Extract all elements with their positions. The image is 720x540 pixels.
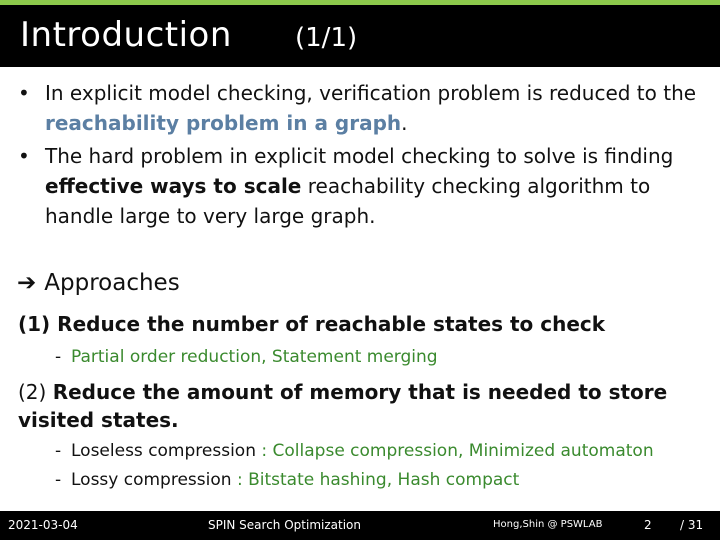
highlight-text: reachability problem in a graph	[45, 111, 402, 135]
bullet-2	[18, 141, 698, 231]
emphasis-text: effective ways to scale	[45, 174, 302, 198]
footer-author: Hong,Shin @ PSWLAB	[493, 519, 603, 530]
footer-page-total: / 31	[680, 518, 704, 532]
sub-item-label: Lossy compression	[71, 470, 232, 490]
sub-item-label: Loseless compression	[71, 441, 256, 461]
bullet-text-part: The hard problem in explicit model checking to solve is finding	[45, 144, 674, 168]
item-text: Reduce the number of reachable states to check	[57, 312, 606, 336]
footer-page-number: 2	[644, 518, 652, 532]
approach-item-1	[18, 310, 708, 338]
bullet-text-part: .	[401, 111, 408, 135]
item-number: (2)	[18, 380, 47, 404]
sub-item-value: Collapse compression, Minimized automaton	[272, 441, 654, 461]
bullet-text-part: In explicit model checking, verification problem is reduced to the	[45, 81, 697, 105]
page-subtitle: (1/1)	[295, 23, 358, 53]
sub-item	[55, 344, 438, 370]
bullet-text	[45, 78, 698, 138]
bullet-text	[45, 141, 698, 231]
page-title: Introduction	[20, 15, 232, 55]
sub-item	[55, 438, 654, 464]
item-number: (1)	[18, 312, 51, 336]
footer-course: SPIN Search Optimization	[208, 518, 361, 532]
title-bar	[0, 5, 720, 67]
sub-item-sep: :	[255, 441, 273, 461]
sub-item	[55, 467, 519, 493]
sub-item-value: Bitstate hashing, Hash compact	[248, 470, 520, 490]
arrow-icon: ➔	[17, 270, 37, 296]
approaches-heading	[17, 270, 180, 296]
dash: -	[55, 441, 62, 461]
sub-item-value: Partial order reduction, Statement merging	[71, 347, 438, 367]
bullet-marker: •	[18, 144, 30, 168]
bullet-text-part: reachability checking algorithm to handle large to very large graph.	[45, 174, 651, 228]
approaches-label: Approaches	[44, 270, 180, 296]
approach-item-2	[18, 378, 708, 434]
footer-date: 2021-03-04	[8, 518, 78, 532]
item-text: Reduce the amount of memory that is needed to store visited states.	[18, 380, 668, 432]
dash: -	[55, 470, 62, 490]
footer-bar	[0, 511, 720, 540]
sub-item-sep: :	[231, 470, 249, 490]
bullet-marker: •	[18, 81, 30, 105]
dash: -	[55, 347, 62, 367]
bullet-1	[18, 78, 698, 138]
